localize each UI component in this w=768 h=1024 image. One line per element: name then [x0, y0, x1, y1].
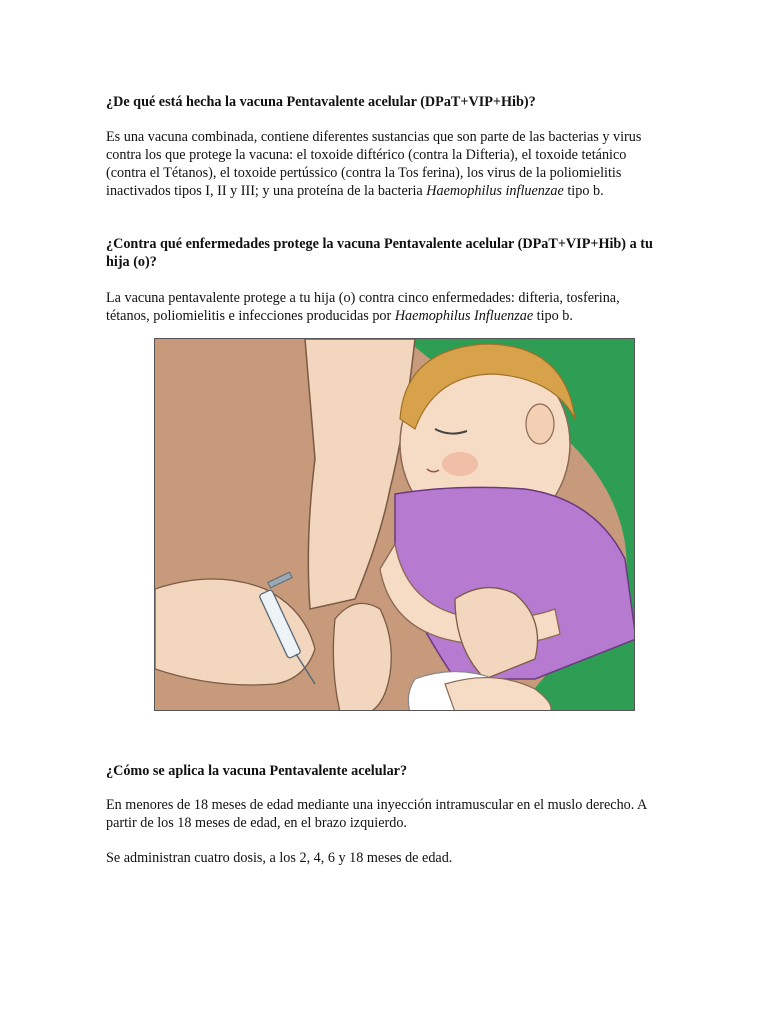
paragraph-doses: Se administran cuatro dosis, a los 2, 4, 6 y 18 meses de edad.: [106, 850, 453, 866]
section-heading-diseases: ¿Contra qué enfermedades protege la vacuna Pentavalente acelular (DPaT+VIP+Hib) a tu hija (o)?: [106, 236, 653, 270]
adult-hand: [333, 603, 391, 711]
paragraph-text: tipo b.: [563, 183, 604, 199]
paragraph-application: En menores de 18 meses de edad mediante una inyección intramuscular en el muslo derecho. A partir de los 18 meses de edad, en el brazo izquierdo.: [106, 797, 647, 831]
paragraph-diseases: [106, 289, 666, 325]
baby-cheek: [442, 452, 478, 476]
paragraph-composition: [106, 128, 666, 200]
paragraph-text: tipo b.: [533, 308, 573, 324]
section-heading-application: ¿Cómo se aplica la vacuna Pentavalente acelular?: [106, 763, 408, 779]
baby-vaccination-drawing: [155, 339, 635, 711]
paragraph-text: Es una vacuna combinada, contiene diferentes sustancias que son parte de las bacterias y virus contra los que protege la vacuna: el toxoide diftérico (contra la Difteria), el toxoide tetánico (contra el Tétanos), el toxoide pertússico (contra la Tos ferina), los virus de la poliomielitis inactivados tipos I, II y III; y una proteína de la bacteria: [106, 129, 642, 199]
section-heading-composition: ¿De qué está hecha la vacuna Pentavalente acelular (DPaT+VIP+Hib)?: [106, 94, 536, 110]
baby-ear: [526, 404, 554, 444]
species-name: Haemophilus influenzae: [426, 183, 564, 199]
paragraph-text: La vacuna pentavalente protege a tu hija (o) contra cinco enfermedades: difteria, tosferina, tétanos, poliomielitis e infecciones producidas por: [106, 290, 620, 324]
vaccination-illustration: [154, 338, 635, 711]
species-name: Haemophilus Influenzae: [394, 308, 534, 324]
